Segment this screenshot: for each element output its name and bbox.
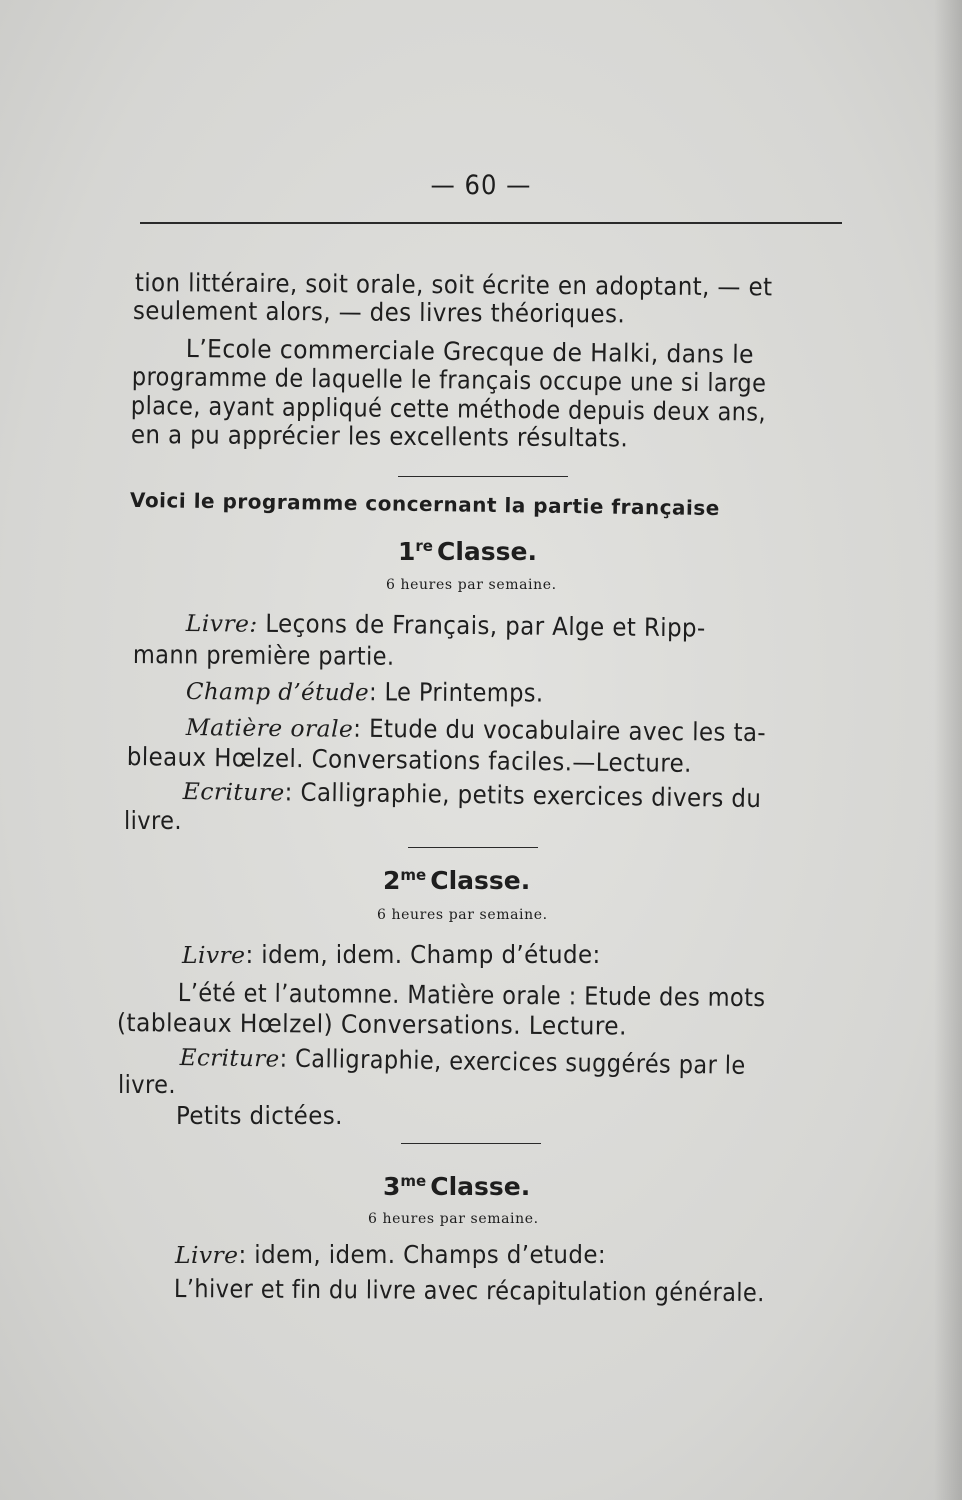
class-1-ecriture-label: Ecriture bbox=[182, 778, 285, 807]
class-3-line-2: L’hiver et fin du livre avec récapitulation générale. bbox=[173, 1274, 765, 1308]
intro-line-6: en a pu apprécier les excellents résultats. bbox=[130, 420, 629, 453]
class-2-livre-label: Livre bbox=[182, 943, 246, 969]
class-3-label: Classe. bbox=[430, 1172, 531, 1201]
class-2-label: Classe. bbox=[430, 866, 531, 895]
intro-line-1: tion littéraire, soit orale, soit écrite en adoptant, — et bbox=[134, 268, 773, 302]
class-1-champ-label: Champ d’étude bbox=[185, 678, 370, 707]
class-2-rule bbox=[401, 1143, 541, 1144]
class-2-num: 2 bbox=[383, 866, 401, 895]
class-2-livre-text: : idem, idem. Champ d’étude: bbox=[245, 940, 601, 969]
class-1-rule bbox=[408, 847, 538, 848]
class-3-livre bbox=[175, 1240, 606, 1269]
intro-line-3: L’Ecole commerciale Grecque de Halki, dans le bbox=[185, 334, 755, 369]
class-1-matiere-label: Matière orale bbox=[185, 714, 354, 743]
class-2-ecriture-label: Ecriture bbox=[179, 1044, 280, 1073]
class-2-title bbox=[383, 866, 530, 895]
intro-line-4: programme de laquelle le français occupe une si large bbox=[131, 362, 767, 398]
class-1-ecriture bbox=[183, 776, 762, 813]
class-1-champ bbox=[186, 676, 544, 707]
class-1-ecriture-text: : Calligraphie, petits exercices divers du bbox=[284, 777, 762, 814]
class-1-title bbox=[398, 537, 537, 566]
class-1-matiere-cont: bleaux Hœlzel. Conversations faciles.—Lecture. bbox=[126, 742, 693, 778]
class-1-champ-text: : Le Printemps. bbox=[368, 677, 544, 708]
class-1-ecriture-cont: livre. bbox=[124, 806, 182, 835]
class-2-livre bbox=[182, 940, 601, 969]
header-rule bbox=[140, 222, 842, 224]
class-2-line-6: Petits dictées. bbox=[176, 1101, 343, 1130]
intro-line-5: place, ayant appliqué cette méthode depuis deux ans, bbox=[130, 391, 767, 427]
class-1-hours: 6 heures par semaine. bbox=[386, 577, 557, 593]
class-3-suffix: me bbox=[400, 1172, 427, 1190]
class-1-matiere-text: : Etude du vocabulaire avec les ta- bbox=[353, 713, 767, 748]
class-2-ecriture-text: : Calligraphie, exercices suggérés par le bbox=[279, 1043, 746, 1080]
class-2-line-3: (tableaux Hœlzel) Conversations. Lecture. bbox=[116, 1008, 627, 1041]
class-1-matiere bbox=[186, 712, 767, 747]
class-3-title bbox=[383, 1172, 530, 1201]
class-3-livre-text: : idem, idem. Champs d’etude: bbox=[238, 1240, 606, 1269]
class-3-livre-label: Livre bbox=[175, 1243, 239, 1269]
class-3-num: 3 bbox=[383, 1172, 401, 1201]
class-1-livre-cont: mann première partie. bbox=[132, 640, 395, 671]
page-number: — 60 — bbox=[430, 170, 532, 201]
class-1-label: Classe. bbox=[436, 537, 537, 566]
class-2-ecriture-cont: livre. bbox=[118, 1070, 176, 1099]
program-heading: Voici le programme concernant la partie française bbox=[129, 487, 721, 521]
class-2-ecriture bbox=[180, 1042, 746, 1080]
class-1-livre-label: Livre: bbox=[185, 610, 258, 638]
class-2-suffix: me bbox=[400, 866, 427, 884]
section-rule bbox=[398, 476, 568, 477]
class-1-suffix: re bbox=[415, 537, 433, 555]
intro-line-2: seulement alors, — des livres théoriques. bbox=[132, 296, 626, 329]
class-2-line-2: L’été et l’automne. Matière orale : Etude des mots bbox=[177, 978, 766, 1013]
page-edge-shadow bbox=[934, 0, 962, 1500]
class-1-livre bbox=[186, 608, 706, 642]
class-3-hours: 6 heures par semaine. bbox=[368, 1211, 539, 1227]
class-1-num: 1 bbox=[398, 537, 416, 566]
class-2-hours: 6 heures par semaine. bbox=[377, 907, 548, 923]
class-1-livre-text: Leçons de Français, par Alge et Ripp- bbox=[257, 608, 706, 643]
